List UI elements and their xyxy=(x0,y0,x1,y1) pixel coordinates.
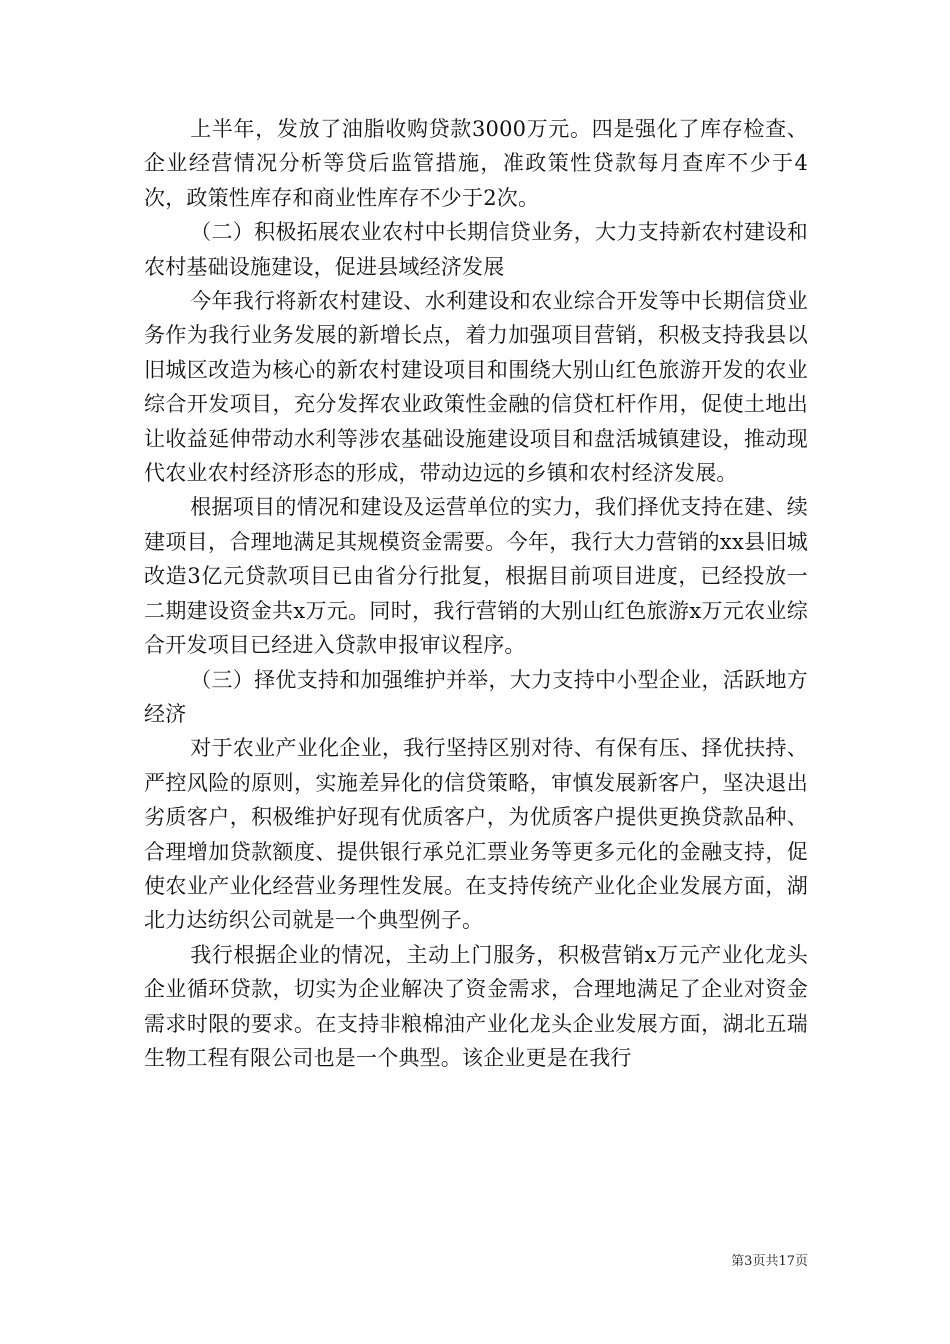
page-number-footer: 第3页共17页 xyxy=(731,1254,808,1269)
heading-section-three: （三）择优支持和加强维护并举，大力支持中小型企业，活跃地方经济 xyxy=(144,667,808,726)
paragraph-industrial-enterprises: 对于农业产业化企业，我行坚持区别对待、有保有压、择优扶持、严控风险的原则，实施差异化的信贷策略，审慎发展新客户，坚决退出劣质客户，积极维护好现有优质客户，为优质客户提供更换贷款品种、合理增加贷款额度、提供银行承兑汇票业务等更多元化的金融支持，促使农业产业化经营业务理性发展。在支持传统产业化企业发展方面，湖北力达纺织公司就是一个典型例子。 xyxy=(144,736,808,933)
document-body xyxy=(144,112,808,1075)
paragraph-loan-supervision: 上半年，发放了油脂收购贷款3000万元。四是强化了库存检查、企业经营情况分析等贷后监管措施，准政策性贷款每月查库不少于4次，政策性库存和商业性库存不少于2次。 xyxy=(144,117,808,210)
paragraph-enterprise-service: 我行根据企业的情况，主动上门服务，积极营销x万元产业化龙头企业循环贷款，切实为企业解决了资金需求，合理地满足了企业对资金需求时限的要求。在支持非粮棉油产业化龙头企业发展方面，湖北五瑞生物工程有限公司也是一个典型。该企业更是在我行 xyxy=(144,942,808,1070)
paragraph-project-support: 根据项目的情况和建设及运营单位的实力，我们择优支持在建、续建项目，合理地满足其规模资金需要。今年，我行大力营销的xx县旧城改造3亿元贷款项目已由省分行批复，根据目前项目进度，已经投放一二期建设资金共x万元。同时，我行营销的大别山红色旅游x万元农业综合开发项目已经进入贷款申报审议程序。 xyxy=(144,495,808,658)
paragraph-rural-construction: 今年我行将新农村建设、水利建设和农业综合开发等中长期信贷业务作为我行业务发展的新增长点，着力加强项目营销，积极支持我县以旧城区改造为核心的新农村建设项目和围绕大别山红色旅游开发的农业综合开发项目，充分发挥农业政策性金融的信贷杠杆作用，促使土地出让收益延伸带动水利等涉农基础设施建设项目和盘活城镇建设，推动现代农业农村经济形态的形成，带动边远的乡镇和农村经济发展。 xyxy=(144,289,808,486)
heading-section-two: （二）积极拓展农业农村中长期信贷业务，大力支持新农村建设和农村基础设施建设，促进县域经济发展 xyxy=(144,220,808,279)
